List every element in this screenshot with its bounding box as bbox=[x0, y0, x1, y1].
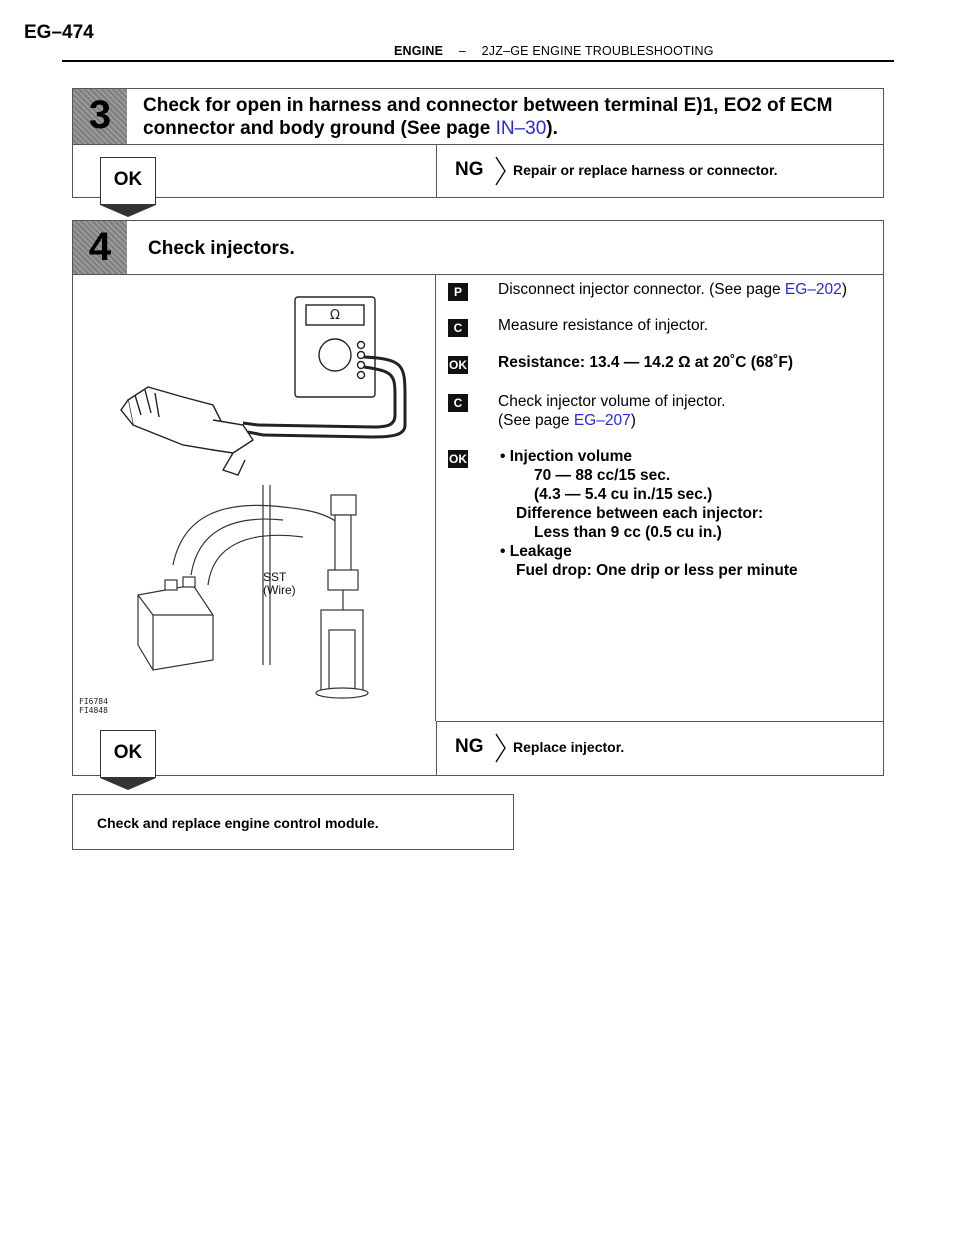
tag-c-1: C bbox=[448, 319, 468, 337]
step-3-number: 3 bbox=[88, 93, 112, 137]
figure-codes bbox=[79, 697, 108, 715]
instruction-volume-line2-text: (See page bbox=[498, 412, 574, 429]
step-3-title-bar bbox=[73, 89, 883, 145]
injection-spec-list bbox=[500, 447, 880, 580]
step-4-frame bbox=[72, 220, 884, 776]
spec-line-5: Less than 9 cc (0.5 cu in.) bbox=[534, 524, 722, 541]
final-action-text: Check and replace engine control module. bbox=[97, 815, 379, 831]
step-4-ng-label: NG bbox=[455, 736, 484, 757]
tag-c-2: C bbox=[448, 394, 468, 412]
step-4-title: Check injectors. bbox=[148, 238, 295, 259]
spec-line-4: Difference between each injector: bbox=[516, 505, 764, 522]
step-3-title-end: ). bbox=[546, 118, 558, 139]
header-section: ENGINE bbox=[394, 44, 444, 58]
tag-p: P bbox=[448, 283, 468, 301]
spec-line-7: Fuel drop: One drip or less per minute bbox=[516, 562, 798, 579]
header-rule bbox=[62, 60, 894, 62]
spec-line-1: • Injection volume bbox=[500, 448, 633, 465]
instruction-volume-line2-end: ) bbox=[630, 412, 636, 429]
injector-test-illustration bbox=[73, 275, 435, 721]
sst-label-line1: SST bbox=[263, 570, 287, 584]
header-separator: – bbox=[458, 44, 466, 58]
step-3-ng-chevron-icon bbox=[495, 156, 507, 186]
page-number: EG–474 bbox=[24, 22, 94, 43]
step-3-page-link[interactable]: IN–30 bbox=[495, 118, 547, 139]
step-3-title-line2-text: connector and body ground (See page bbox=[143, 118, 496, 139]
step-4-ok-arrow-icon bbox=[100, 778, 156, 790]
eg202-page-link[interactable]: EG–202 bbox=[784, 281, 842, 298]
instruction-disconnect-text: Disconnect injector connector. (See page bbox=[498, 281, 785, 298]
step-3-ok-marker bbox=[100, 157, 156, 217]
step-3-title-line2 bbox=[143, 117, 883, 140]
step-3-frame bbox=[72, 88, 884, 198]
figure-code-2: FI4848 bbox=[79, 706, 108, 715]
resistance-spec: Resistance: 13.4 — 14.2 Ω at 20˚C (68˚F) bbox=[498, 354, 793, 371]
header-subsection: 2JZ–GE ENGINE TROUBLESHOOTING bbox=[481, 44, 714, 58]
meter-symbol: Ω bbox=[330, 308, 340, 323]
spec-line-6: • Leakage bbox=[500, 543, 572, 560]
spec-line-2: 70 — 88 cc/15 sec. bbox=[534, 467, 671, 484]
step-4-title-bar bbox=[73, 221, 883, 275]
step-4-number: 4 bbox=[88, 225, 112, 269]
step-3-title-line1: Check for open in harness and connector between terminal E)1, EO2 of ECM bbox=[143, 95, 833, 116]
running-header bbox=[62, 44, 894, 58]
sst-label bbox=[263, 571, 296, 597]
step-4-ng-box bbox=[436, 721, 883, 775]
instruction-disconnect bbox=[498, 281, 878, 299]
instruction-volume-line2 bbox=[498, 411, 725, 430]
injector-icon bbox=[121, 387, 253, 475]
figure-code-1: FI6784 bbox=[79, 697, 108, 706]
step-3-ng-action: Repair or replace harness or connector. bbox=[513, 162, 778, 178]
instruction-volume-line1: Check injector volume of injector. bbox=[498, 393, 726, 410]
final-action-box bbox=[72, 794, 514, 850]
step-3-ng-label: NG bbox=[455, 159, 484, 180]
step-4-ng-chevron-icon bbox=[495, 733, 507, 763]
step-3-ng-box bbox=[436, 145, 883, 197]
step-3-badge bbox=[73, 89, 127, 144]
step-4-ok-box: OK bbox=[100, 730, 156, 778]
instruction-disconnect-end: ) bbox=[841, 281, 847, 298]
step-3-ok-box: OK bbox=[100, 157, 156, 205]
step-3-title bbox=[143, 94, 883, 140]
instruction-volume bbox=[498, 392, 725, 430]
step-4-ok-marker bbox=[100, 730, 156, 790]
step-4-figure bbox=[73, 275, 436, 721]
step-3-ok-arrow-icon bbox=[100, 205, 156, 217]
step-4-ng-action: Replace injector. bbox=[513, 739, 625, 755]
tag-ok-1: OK bbox=[449, 358, 467, 372]
step-4-badge bbox=[73, 221, 127, 274]
test-rig-icon bbox=[138, 485, 368, 698]
sst-label-line2: (Wire) bbox=[263, 583, 296, 597]
step-4-instructions bbox=[436, 275, 883, 721]
tag-ok-2: OK bbox=[449, 452, 467, 466]
spec-line-3: (4.3 — 5.4 cu in./15 sec.) bbox=[534, 486, 713, 503]
eg207-page-link[interactable]: EG–207 bbox=[573, 412, 631, 429]
instruction-measure: Measure resistance of injector. bbox=[498, 317, 709, 334]
